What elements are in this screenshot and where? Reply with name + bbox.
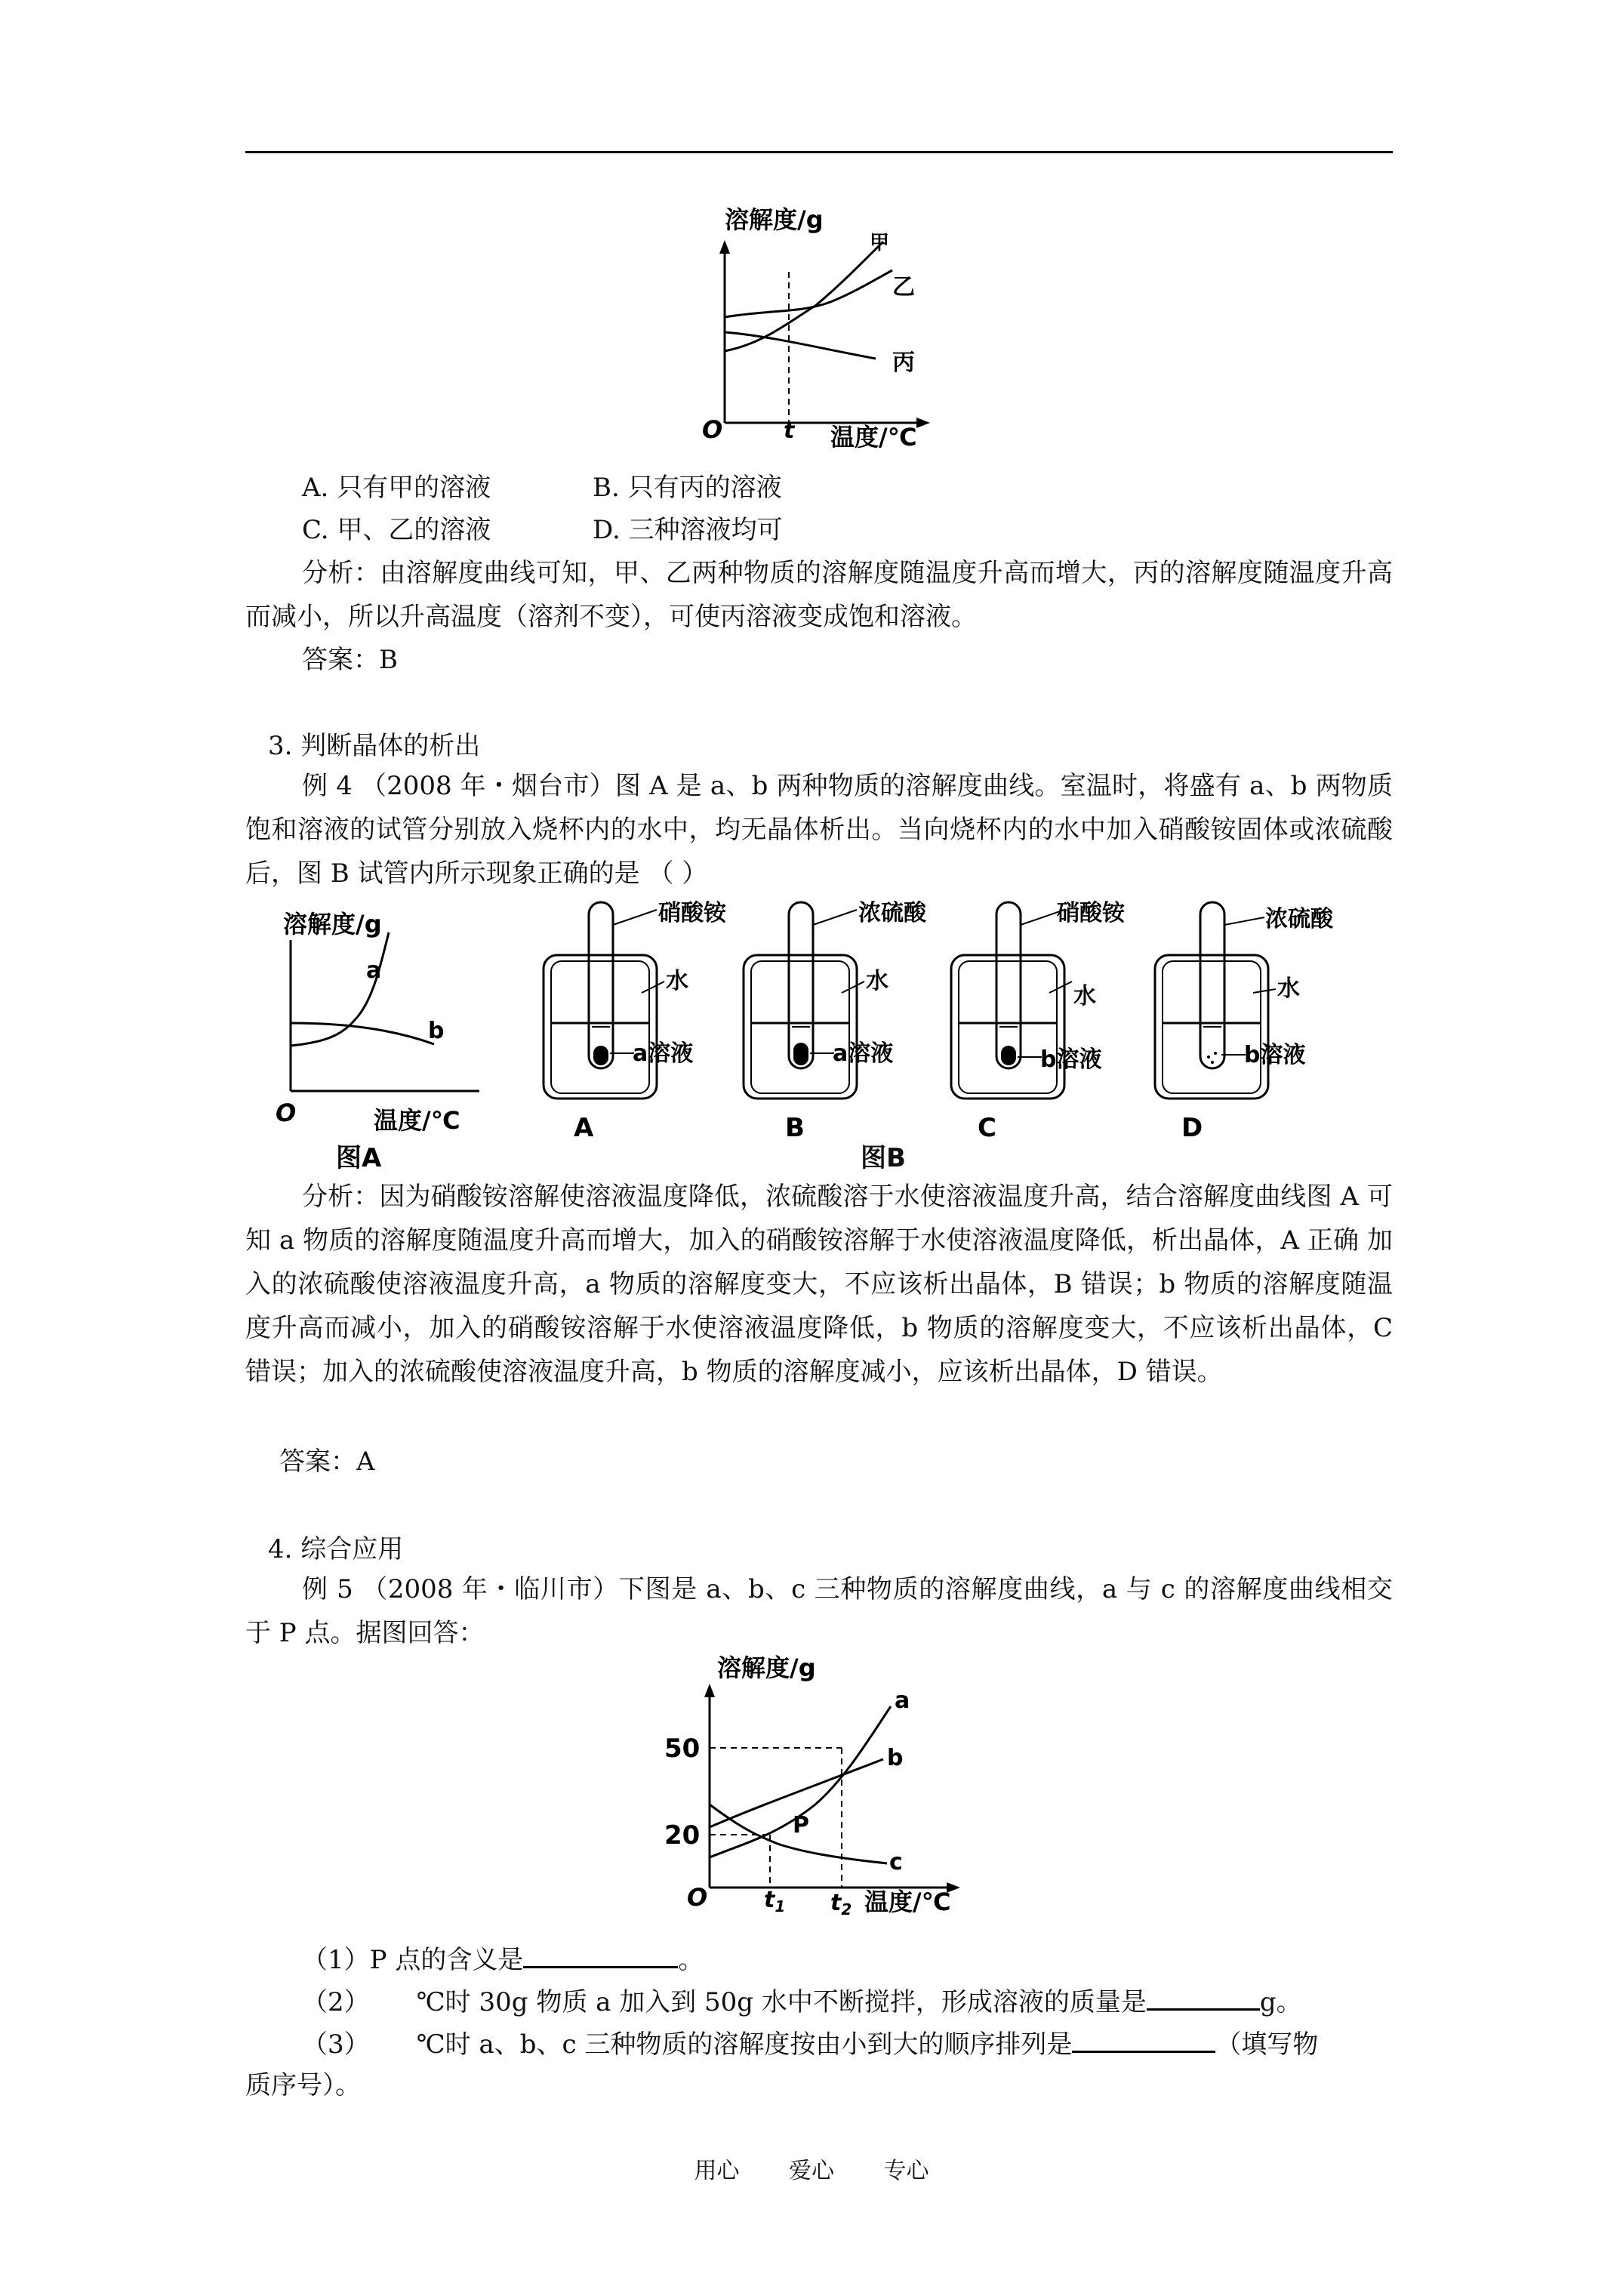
answer-blank-3b[interactable]: [1072, 2026, 1215, 2053]
section-3-title: 3. 判断晶体的析出: [268, 731, 481, 761]
option-b: B. 只有丙的溶液: [593, 473, 782, 503]
beaker-d-water: 水: [1277, 975, 1300, 1002]
fig1-xlabel: 温度/℃: [830, 423, 917, 451]
fig3-y20: 20: [664, 1820, 701, 1851]
fig3-t2: $t_2$: [830, 1890, 852, 1918]
question-3: （3） ℃时 a、b、c 三种物质的溶解度按由小到大的顺序排列是 （填写物: [302, 2026, 1318, 2061]
figa-ylabel: 溶解度/g: [283, 910, 382, 938]
crystals-b: [793, 1043, 808, 1065]
answer-example-4: 答案：A: [279, 1447, 375, 1477]
figa-xlabel: 温度/℃: [374, 1106, 460, 1135]
figure-a-solubility: [260, 910, 510, 1189]
beaker-b: [728, 895, 955, 1166]
beaker-b-reagent: 浓硫酸: [858, 900, 926, 926]
beaker-d-solution: b溶液: [1244, 1042, 1306, 1068]
beaker-a-solution: a溶液: [633, 1040, 694, 1067]
figa-label-a: a: [366, 957, 382, 984]
page-footer: [0, 2152, 1623, 2185]
fig1-t: t: [784, 418, 795, 444]
fig1-label-yi: 乙: [892, 274, 915, 300]
fig1-ylabel: 溶解度/g: [725, 205, 824, 234]
beaker-d-letter: D: [1181, 1113, 1203, 1143]
beaker-c-solution: b溶液: [1040, 1046, 1102, 1073]
beaker-b-water: 水: [866, 968, 888, 994]
crystals-a: [593, 1046, 608, 1065]
figa-origin: O: [276, 1099, 297, 1127]
answer-blank-2a[interactable]: [370, 1986, 417, 2011]
footer-text-1: 用心: [694, 2158, 740, 2184]
option-a: A. 只有甲的溶液: [302, 473, 491, 503]
beaker-d-reagent: 浓硫酸: [1265, 906, 1333, 932]
figa-label-b: b: [428, 1018, 445, 1044]
footer-text-2: 爱心: [789, 2158, 834, 2184]
section-4-title: 4. 综合应用: [268, 1534, 404, 1564]
header-rule: [245, 151, 1393, 153]
option-d: D. 三种溶液均可: [593, 515, 783, 545]
beaker-a-reagent: 硝酸铵: [658, 900, 726, 926]
beaker-c-letter: C: [978, 1113, 996, 1143]
answer-blank-3a[interactable]: [370, 2029, 417, 2053]
caption-figure-a: 图A: [336, 1143, 382, 1173]
answer-blank-2b[interactable]: [1147, 1984, 1260, 2011]
beaker-a-letter: A: [574, 1113, 594, 1143]
beaker-d: [1140, 895, 1366, 1166]
answer-example-3: 答案：B: [302, 645, 398, 675]
fig3-y50: 50: [664, 1734, 701, 1764]
option-c: C. 甲、乙的溶液: [302, 515, 491, 545]
analysis-example-3: 分析：由溶解度曲线可知，甲、乙两种物质的溶解度随温度升高而增大，丙的溶解度随温度升高而减小，所以升高温度（溶剂不变），可使丙溶液变成饱和溶液。: [245, 558, 1393, 632]
analysis-example-4: 分析：因为硝酸铵溶解使溶液温度降低，浓硫酸溶于水使溶液温度升高，结合溶解度曲线图 A 可知 a 物质的溶解度随温度升高而增大，加入的硝酸铵溶解于水使溶液温度降低，析出晶体，A 正确 加入的浓硫酸使溶液温度升高，a 物质的溶解度变大，不应该析出晶体，B 错误；b 物质的溶解度随温度升高而减小，加入的硝酸铵溶解于水使溶液温度降低，b 物质的溶解度变大，不应该析出晶体，C 错误；加入的浓硫酸使溶液温度升高，b 物质的溶解度减小，应该析出晶体，D 错误。: [245, 1182, 1393, 1387]
fig3-label-b: b: [887, 1745, 904, 1771]
fig1-label-jia: 甲: [870, 232, 890, 254]
fig3-label-c: c: [889, 1849, 903, 1875]
beaker-b-solution: a溶液: [833, 1040, 894, 1067]
footer-text-3: 专心: [883, 2158, 929, 2184]
question-1: （1）P 点的含义是 。: [302, 1942, 704, 1977]
beaker-a: [528, 895, 755, 1166]
caption-figure-b: 图B: [861, 1143, 906, 1173]
example-4-question: 例 4 （2008 年・烟台市）图 A 是 a、b 两种物质的溶解度曲线。室温时，将盛有 a、b 两物质饱和溶液的试管分别放入烧杯内的水中，均无晶体析出。当向烧杯内的水中加入硝酸铵固体或浓硫酸后，图 B 试管内所示现象正确的是 （ ）: [245, 771, 1393, 889]
fig3-origin: O: [687, 1883, 708, 1912]
answer-blank-1[interactable]: [523, 1942, 678, 1968]
fig3-ylabel: 溶解度/g: [717, 1653, 816, 1682]
beaker-c-water: 水: [1073, 983, 1096, 1009]
fig3-xlabel: 温度/℃: [864, 1888, 951, 1916]
beaker-b-letter: B: [785, 1113, 805, 1143]
fig3-point-p: P: [793, 1812, 809, 1838]
beaker-c: [936, 895, 1163, 1166]
question-3-continued: 质序号）。: [245, 2070, 361, 2100]
question-2: （2） ℃时 30g 物质 a 加入到 50g 水中不断搅拌，形成溶液的质量是 g。: [302, 1984, 1302, 2019]
example-5-question: 例 5 （2008 年・临川市）下图是 a、b、c 三种物质的溶解度曲线，a 与 c 的溶解度曲线相交于 P 点。据图回答：: [245, 1574, 1393, 1648]
fig1-label-bing: 丙: [892, 350, 915, 376]
beaker-c-reagent: 硝酸铵: [1057, 900, 1125, 926]
curve-b: [291, 1023, 434, 1044]
figure-3-solubility-curves: [649, 1653, 996, 1933]
beaker-a-water: 水: [666, 968, 688, 994]
fig1-origin: O: [702, 415, 723, 444]
figure-1-solubility-curves: [694, 196, 951, 453]
crystals-c: [1001, 1046, 1016, 1065]
fig3-t1: $t_1$: [764, 1887, 786, 1915]
fig3-label-a: a: [895, 1687, 910, 1714]
